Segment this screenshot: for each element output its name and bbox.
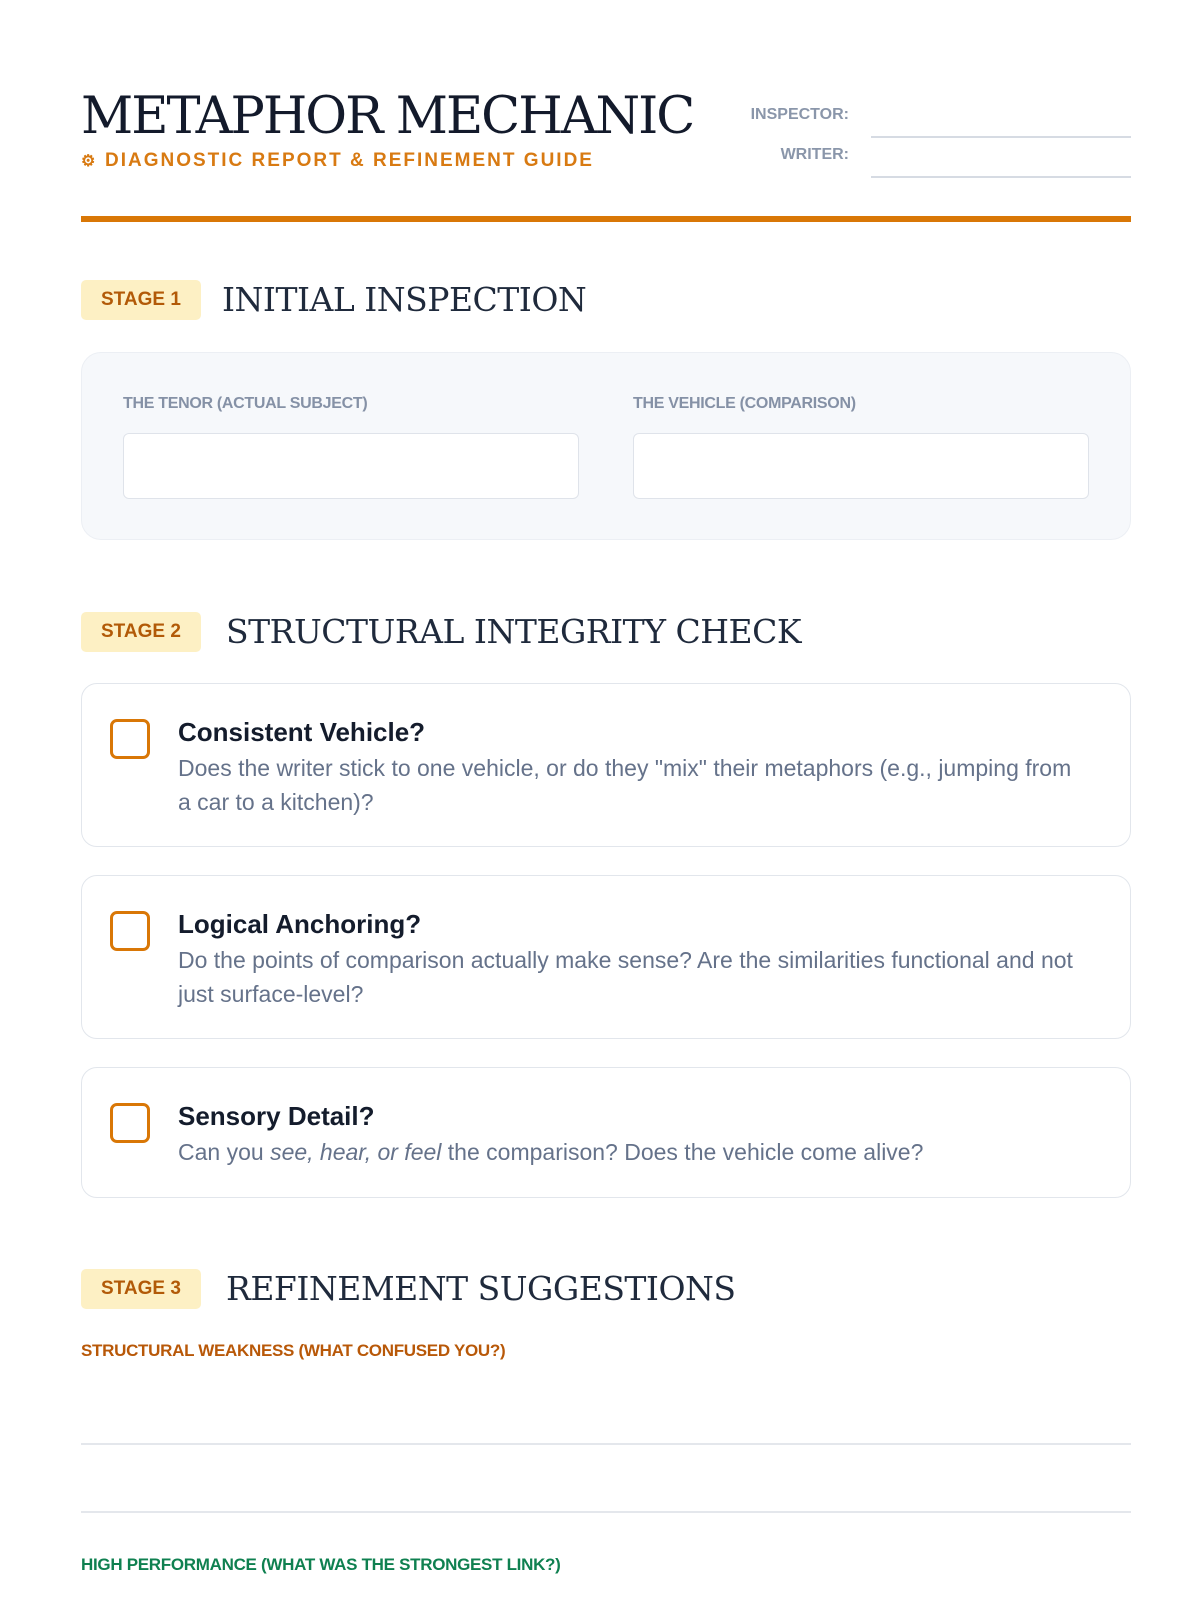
strength-label: HIGH PERFORMANCE (WHAT WAS THE STRONGEST LINK?) — [81, 1555, 561, 1574]
check-item-description — [178, 1135, 1078, 1169]
desc-emphasis: see, hear, or feel — [270, 1139, 442, 1165]
page-subtitle — [81, 148, 594, 175]
stage-2-header — [81, 612, 1131, 656]
gear-icon: ⚙ — [81, 153, 98, 170]
inspector-label: INSPECTOR: — [750, 106, 849, 123]
stage-1-title: INITIAL INSPECTION — [222, 280, 587, 319]
stage-2-title: STRUCTURAL INTEGRITY CHECK — [226, 612, 801, 651]
stage-1-header — [81, 280, 1131, 324]
check-item-title: Logical Anchoring? — [178, 909, 422, 939]
check-item-consistent-vehicle — [81, 683, 1131, 847]
stage-3-title: REFINEMENT SUGGESTIONS — [226, 1269, 736, 1308]
header-divider — [81, 216, 1131, 222]
check-item-title: Consistent Vehicle? — [178, 717, 426, 747]
vehicle-label: THE VEHICLE (COMPARISON) — [633, 395, 856, 412]
stage-3-header — [81, 1269, 1131, 1313]
inspection-panel — [81, 352, 1131, 540]
inspector-row — [741, 102, 1131, 132]
report-page — [81, 0, 1131, 1600]
writer-row — [741, 142, 1131, 172]
subtitle-text: DIAGNOSTIC REPORT & REFINEMENT GUIDE — [105, 150, 594, 171]
check-item-logical-anchoring — [81, 875, 1131, 1039]
writer-field[interactable] — [871, 154, 1131, 178]
stage-1-badge: STAGE 1 — [81, 280, 201, 320]
weakness-writing-line[interactable] — [81, 1443, 1131, 1445]
check-item-sensory-detail — [81, 1067, 1131, 1198]
tenor-field-group — [123, 393, 579, 499]
logical-anchoring-checkbox[interactable] — [110, 911, 150, 951]
writer-label: WRITER: — [780, 146, 849, 163]
check-item-title: Sensory Detail? — [178, 1101, 375, 1131]
page-title: METAPHOR MECHANIC — [81, 87, 694, 146]
consistent-vehicle-checkbox[interactable] — [110, 719, 150, 759]
check-item-description: Do the points of comparison actually make sense? Are the similarities functional and not just surface-level? — [178, 947, 1073, 1007]
sensory-detail-checkbox[interactable] — [110, 1103, 150, 1143]
stage-3-badge: STAGE 3 — [81, 1269, 201, 1309]
check-item-description: Does the writer stick to one vehicle, or do they "mix" their metaphors (e.g., jumping from a car to a kitchen)? — [178, 755, 1072, 815]
tenor-label: THE TENOR (ACTUAL SUBJECT) — [123, 395, 368, 412]
tenor-input[interactable] — [123, 433, 579, 499]
desc-text: Can you — [178, 1139, 271, 1165]
weakness-label: STRUCTURAL WEAKNESS (WHAT CONFUSED YOU?) — [81, 1341, 506, 1360]
vehicle-input[interactable] — [633, 433, 1089, 499]
stage-2-badge: STAGE 2 — [81, 612, 201, 652]
vehicle-field-group — [633, 393, 1089, 499]
report-header — [81, 82, 1131, 182]
desc-text: the comparison? Does the vehicle come alive? — [441, 1139, 924, 1165]
weakness-writing-line[interactable] — [81, 1511, 1131, 1513]
inspector-field[interactable] — [871, 114, 1131, 138]
